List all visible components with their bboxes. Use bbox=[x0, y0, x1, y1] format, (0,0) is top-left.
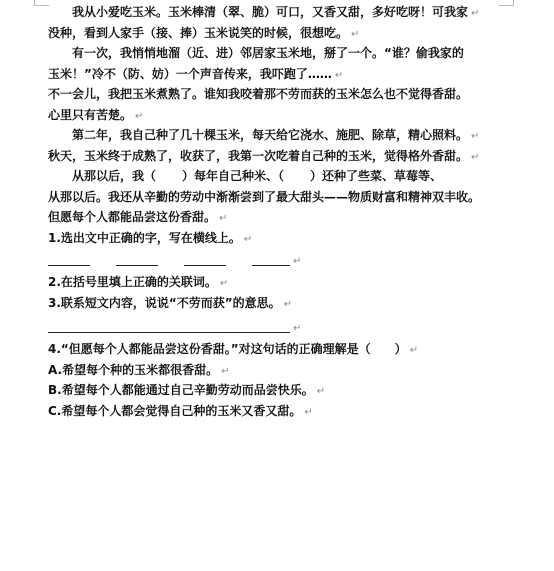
question-1-answer-lines bbox=[48, 248, 518, 272]
answer-line[interactable] bbox=[48, 331, 290, 333]
paragraph-mark: ↵ bbox=[243, 233, 253, 245]
text: ）还种了些菜、草莓等、 bbox=[310, 169, 443, 183]
text: 有一次，我悄悄地溜（近、进）邻居家玉米地，掰了一个。“谁？偷我家的 bbox=[72, 46, 464, 60]
paragraph-2-line-1 bbox=[48, 43, 518, 64]
question-2 bbox=[48, 272, 518, 293]
paragraph-1-line-1 bbox=[48, 2, 518, 23]
text: 玉米！”冷不（防、妨）一个声音传来，我吓跑了…… bbox=[48, 66, 332, 81]
question-3-answer-line bbox=[48, 313, 518, 339]
option-b bbox=[48, 380, 518, 401]
paragraph-mark: ↵ bbox=[293, 255, 302, 267]
text: 但愿每个人都能品尝这份香甜。 bbox=[48, 210, 217, 224]
paragraph-2-line-2 bbox=[48, 64, 518, 85]
paragraph-mark: ↵ bbox=[304, 406, 313, 418]
text: 我从小爱吃玉米。玉米棒清（翠、脆）可口，又香又甜，多好吃呀！可我家 bbox=[72, 5, 469, 19]
paragraph-1-line-2 bbox=[48, 23, 518, 44]
text: 心里只有苦楚。 bbox=[48, 107, 133, 122]
paragraph-mark: ↵ bbox=[219, 213, 228, 224]
paragraph-mark: ↵ bbox=[351, 28, 360, 40]
paragraph-5-line-1 bbox=[48, 166, 518, 187]
paragraph-5-line-2 bbox=[48, 187, 518, 208]
text: 第二年，我自己种了几十棵玉米，每天给它浇水、施肥、除草，精心照料。 bbox=[72, 128, 469, 142]
text: C.希望每个人都会觉得自己种的玉米又香又甜。 bbox=[48, 403, 302, 418]
text: 从那以后，我（ bbox=[72, 169, 157, 183]
paragraph-4-line-2 bbox=[48, 146, 518, 167]
paragraph-mark: ↵ bbox=[471, 131, 480, 142]
text: 3.联系短文内容，说说“不劳而获”的意思。 bbox=[48, 295, 281, 310]
paragraph-mark: ↵ bbox=[316, 386, 326, 397]
text: ）每年自己种米、（ bbox=[182, 169, 285, 183]
answer-line-3[interactable] bbox=[184, 264, 226, 266]
paragraph-mark: ↵ bbox=[471, 8, 480, 19]
text: 4.“但愿每个人都能品尝这份香甜。”对这句话的正确理解是（ ） bbox=[48, 342, 407, 356]
paragraph-mark: ↵ bbox=[221, 365, 230, 377]
text: 不一会儿，我把玉米煮熟了。谁知我咬着那不劳而获的玉米怎么也不觉得香甜。 bbox=[48, 87, 469, 101]
text: 2.在括号里填上正确的关联词。 bbox=[48, 275, 217, 289]
page-corner-mark-left bbox=[34, 0, 49, 6]
paragraph-mark: ↵ bbox=[219, 278, 229, 289]
paragraph-mark: ↵ bbox=[293, 322, 302, 334]
text: 从那以后。我还从辛勤的劳动中渐渐尝到了最大甜头——物质财富和精神双丰收。 bbox=[48, 189, 481, 204]
paragraph-mark: ↵ bbox=[409, 345, 419, 356]
document-body bbox=[48, 2, 518, 421]
paragraph-mark: ↵ bbox=[471, 151, 480, 163]
text: 秋天，玉米终于成熟了，收获了，我第一次吃着自己种的玉米，觉得格外香甜。 bbox=[48, 148, 469, 163]
text: 没种，看到人家手（接、捧）玉米说笑的时候，很想吃。 bbox=[48, 25, 349, 40]
paragraph-3-line-2 bbox=[48, 105, 518, 126]
text: 1.选出文中正确的字，写在横线上。 bbox=[48, 230, 241, 245]
paragraph-5-line-3 bbox=[48, 207, 518, 228]
answer-line-2[interactable] bbox=[116, 264, 158, 266]
paragraph-mark: ↵ bbox=[135, 110, 144, 122]
question-4 bbox=[48, 339, 518, 360]
text: A.希望每个种的玉米都很香甜。 bbox=[48, 362, 219, 377]
paragraph-mark: ↵ bbox=[283, 298, 293, 310]
paragraph-mark: ↵ bbox=[334, 69, 344, 81]
question-1 bbox=[48, 228, 518, 249]
answer-line-1[interactable] bbox=[48, 264, 90, 266]
option-a bbox=[48, 360, 518, 381]
question-3 bbox=[48, 293, 518, 314]
answer-line-4[interactable] bbox=[252, 264, 290, 266]
option-c bbox=[48, 401, 518, 422]
paragraph-4-line-1 bbox=[48, 125, 518, 146]
text: B.希望每个人都能通过自己辛勤劳动而品尝快乐。 bbox=[48, 383, 314, 397]
paragraph-3-line-1 bbox=[48, 84, 518, 105]
